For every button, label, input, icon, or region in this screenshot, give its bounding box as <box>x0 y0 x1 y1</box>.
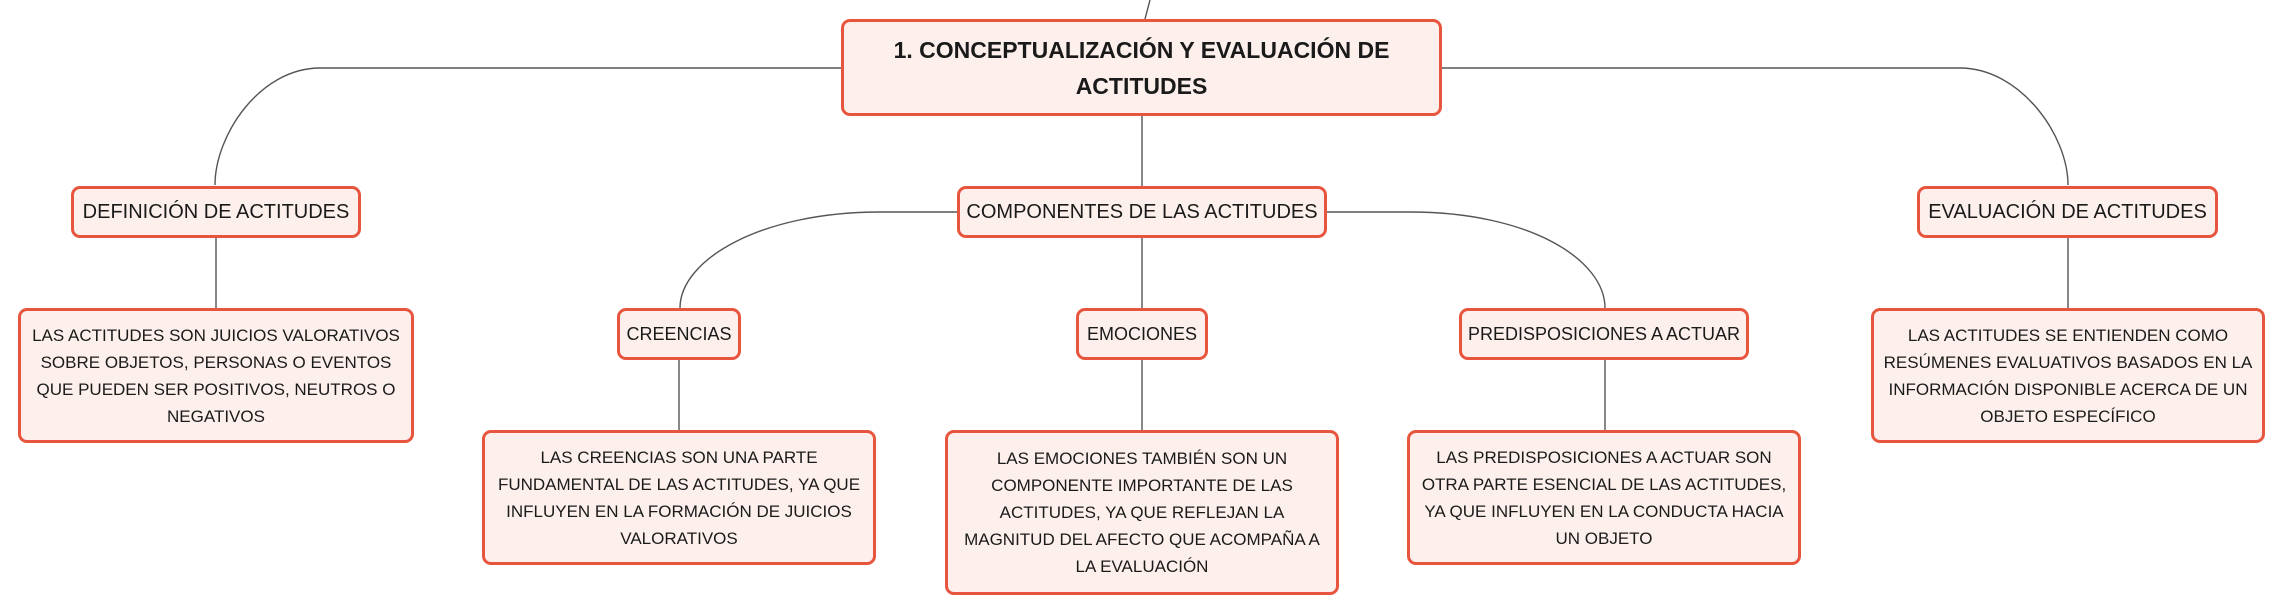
connector-root-to-definicion <box>215 68 841 185</box>
note-creencias[interactable] <box>482 430 876 565</box>
subtopic-creencias[interactable] <box>617 308 741 360</box>
topic-evaluacion-label: EVALUACIÓN DE ACTITUDES <box>1928 201 2207 223</box>
connector-parent-to-root <box>1145 0 1150 19</box>
note-definicion-text: LAS ACTITUDES SON JUICIOS VALORATIVOS SOBRE OBJETOS, PERSONAS O EVENTOS QUE PUEDEN SER POSITIVOS, NEUTROS O NEGATIVOS <box>32 325 400 426</box>
note-evaluacion-text: LAS ACTITUDES SE ENTIENDEN COMO RESÚMENES EVALUATIVOS BASADOS EN LA INFORMACIÓN DISPONIBLE ACERCA DE UN OBJETO ESPECÍFICO <box>1883 325 2253 426</box>
subtopic-emociones-label: EMOCIONES <box>1087 324 1198 344</box>
subtopic-predisposiciones-label: PREDISPOSICIONES A ACTUAR <box>1467 324 1741 344</box>
note-definicion[interactable] <box>18 308 414 443</box>
subtopic-predisposiciones[interactable] <box>1459 308 1749 360</box>
topic-definicion-label: DEFINICIÓN DE ACTITUDES <box>82 201 350 223</box>
subtopic-emociones[interactable] <box>1076 308 1208 360</box>
note-emociones[interactable] <box>945 430 1339 595</box>
connector-root-to-evaluacion <box>1442 68 2068 185</box>
connector-componentes-to-predisposiciones <box>1327 212 1605 308</box>
subtopic-creencias-label: CREENCIAS <box>626 324 732 344</box>
root-topic-label: 1. CONCEPTUALIZACIÓN Y EVALUACIÓN DE ACTITUDES <box>893 36 1390 99</box>
note-creencias-text: LAS CREENCIAS SON UNA PARTE FUNDAMENTAL DE LAS ACTITUDES, YA QUE INFLUYEN EN LA FORMACIÓN DE JUICIOS VALORATIVOS <box>497 447 861 548</box>
connector-componentes-to-creencias <box>680 212 957 308</box>
note-predisposiciones-text: LAS PREDISPOSICIONES A ACTUAR SON OTRA PARTE ESENCIAL DE LAS ACTITUDES, YA QUE INFLUYEN EN LA CONDUCTA HACIA UN OBJETO <box>1421 447 1787 548</box>
topic-componentes-label: COMPONENTES DE LAS ACTITUDES <box>966 201 1318 223</box>
topic-componentes[interactable] <box>957 186 1327 238</box>
note-predisposiciones[interactable] <box>1407 430 1801 565</box>
topic-evaluacion[interactable] <box>1917 186 2218 238</box>
root-topic[interactable] <box>841 19 1442 116</box>
topic-definicion[interactable] <box>71 186 361 238</box>
note-evaluacion[interactable] <box>1871 308 2265 443</box>
note-emociones-text: LAS EMOCIONES TAMBIÉN SON UN COMPONENTE IMPORTANTE DE LAS ACTITUDES, YA QUE REFLEJAN LA MAGNITUD DEL AFECTO QUE ACOMPAÑA A LA EVALUACIÓN <box>964 449 1320 576</box>
